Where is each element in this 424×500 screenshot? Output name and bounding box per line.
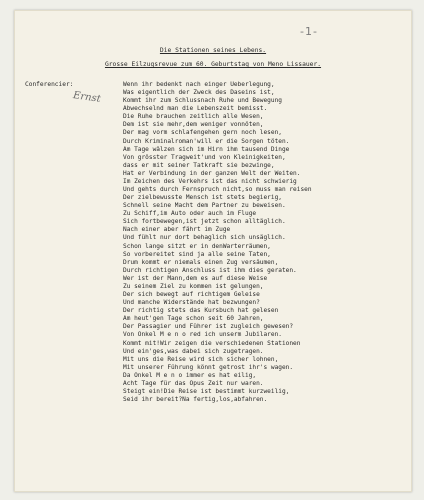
verse-line: Kommt mit!Wir zeigen die verschiedenen Stationen (123, 339, 301, 347)
document-subtitle: Grosse Eilzugsrevue zum 60. Geburtstag von Meno Lissauer. (104, 61, 322, 68)
verse-line: Wer ist der Mann,dem es auf diese Weise (123, 274, 268, 282)
verse-line: Zu seinem Ziel zu kommen ist gelungen, (123, 282, 264, 290)
verse-line: Schnell seine Macht dem Partner zu beweisen. (123, 202, 286, 210)
verse-line: Und ein'ges,was dabei sich zugetragen. (123, 347, 264, 355)
verse-line: So vorbereitet sind ja alle seine Taten, (123, 250, 271, 258)
verse-line: Was eigentlich der Zweck des Daseins ist, (123, 89, 275, 97)
verse-line: Nach einer aber fährt im Zuge (123, 226, 231, 234)
verse-line: Durch richtigen Anschluss ist ihm dies geraten. (123, 266, 297, 274)
typewritten-page (14, 10, 412, 492)
verse-line: dass er mit seiner Tatkraft sie bezwinge, (123, 161, 275, 169)
verse-line: Drum kommt er niemals einen Zug versäumen, (123, 258, 279, 266)
verse-line: Der mag vorm schlafengehen gern noch lesen, (123, 129, 282, 137)
verse-line: Der Passagier und Führer ist zugleich gewesen? (123, 323, 294, 331)
verse-line: Im Zeichen des Verkehrs ist das nicht schwierig (123, 177, 297, 185)
verse-line: Der zielbewusste Mensch ist stets begierig, (123, 194, 282, 202)
verse-line: Von Onkel M e n o red ich unserm Jubilaren. (123, 331, 282, 339)
verse-line: Von grösster Tragweit'und von Kleinigkeiten, (123, 153, 286, 161)
verse-line: Durch Kriminalroman'will er die Sorgen töten. (123, 137, 290, 145)
verse-line: Mit uns die Reise wird sich sicher lohnen, (123, 355, 279, 363)
verse-line: Der sich bewegt auf richtigem Geleise (123, 291, 260, 299)
verse-line: Die Ruhe brauchen zeitlich alle Wesen, (123, 113, 264, 121)
verse-line: Acht Tage für das Opus Zeit nur waren. (123, 379, 264, 387)
verse-line: Schon lange sitzt er in denWarterräumen, (123, 242, 271, 250)
verse-line: Und manche Widerstände hat bezwungen? (123, 299, 260, 307)
verse-line: Seid ihr bereit?Na fertig,los,abfahren. (123, 396, 268, 404)
verse-line: Dem ist sie mehr,dem weniger vonnöten, (123, 121, 264, 129)
heading (15, 47, 411, 68)
verse-line: Der richtig stets das Kursbuch hat gelesen (123, 307, 279, 315)
verse-line: Steigt ein!Die Reise ist bestimmt kurzweilig, (123, 387, 290, 395)
verse-line: Zu Schiff,im Auto oder auch im Fluge (123, 210, 257, 218)
verse-line: Abwechselnd man die Lebenszeit bemisst. (123, 105, 268, 113)
verse-line: Mit unserer Führung könnt getrost ihr's wagen. (123, 363, 294, 371)
verse-line: Und gehts durch Fernspruch nicht,so muss man reisen (123, 186, 312, 194)
speaker-label: Conferencier: (25, 81, 74, 88)
page-number: -1- (300, 25, 318, 38)
verse-line: Und fühlt nur dort behaglich sich unsäglich. (123, 234, 286, 242)
verse-line: Am heut'gen Tage schon seit 60 Jahren, (123, 315, 264, 323)
verse-line: Wenn ihr bedenkt nach einger Ueberlegung, (123, 81, 275, 88)
verse-line: Sich fortbewegen,ist jetzt schon alltäglich. (123, 218, 286, 226)
verse-line: Kommt ihr zum Schlussnach Ruhe und Bewegung (123, 97, 282, 105)
verse-line: Am Tage wälzen sich im Hirn ihm tausend Dinge (123, 145, 290, 153)
verse-line: Hat er Verbindung in der ganzen Welt der Weiten. (123, 169, 301, 177)
verse-text (123, 81, 312, 404)
handwritten-annotation: Ernst (72, 90, 102, 105)
document-title: Die Stationen seines Lebens. (159, 47, 267, 54)
verse-line: Da Onkel M e n o immer es hat eilig, (123, 371, 257, 379)
